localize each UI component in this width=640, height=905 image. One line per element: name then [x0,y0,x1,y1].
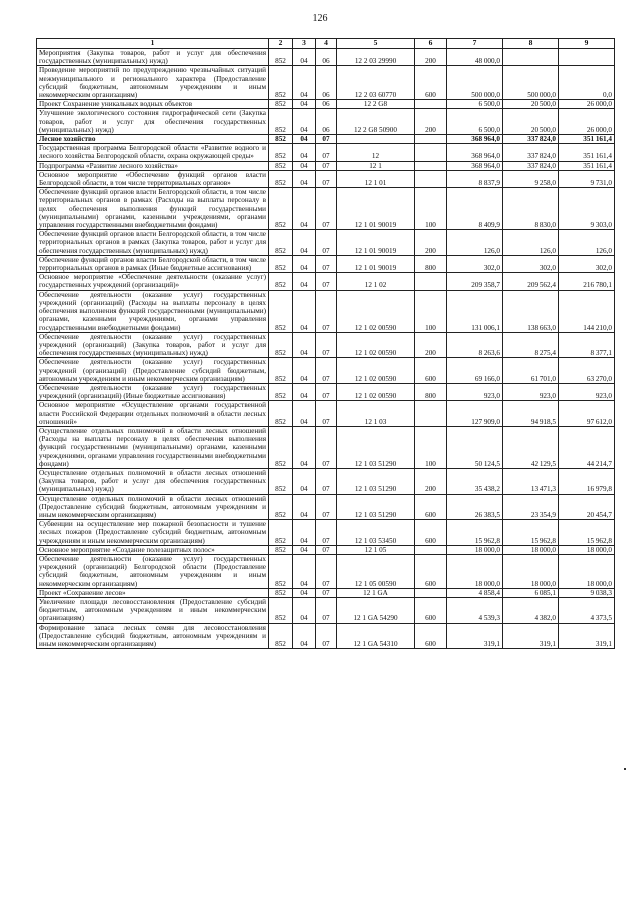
amount-year-1: 923,0 [447,383,503,400]
amount-year-1: 35 438,2 [447,468,503,494]
code-expense-type: 600 [415,554,447,588]
table-row [37,230,615,256]
code-section: 04 [293,588,316,597]
code-section: 04 [293,358,316,384]
code-subsection: 07 [316,383,337,400]
amount-year-1: 368 964,0 [447,144,503,161]
code-subsection: 07 [316,623,337,649]
code-admin: 852 [269,161,293,170]
amount-year-3: 9 731,0 [559,170,615,187]
code-subsection: 07 [316,332,337,358]
code-target: 12 1 GA [337,588,415,597]
code-target: 12 1 03 53450 [337,520,415,546]
code-section: 04 [293,401,316,427]
amount-year-2: 8 275,4 [503,332,559,358]
header-cell: 2 [269,39,293,49]
amount-year-3: 302,0 [559,255,615,272]
row-name: Обеспечение деятельности (оказание услуг) государственных учреждений (организаций) (Иные бюджетные ассигнования) [37,383,269,400]
amount-year-2: 302,0 [503,255,559,272]
code-admin: 852 [269,273,293,290]
code-subsection: 07 [316,401,337,427]
amount-year-2: 500 000,0 [503,66,559,100]
code-expense-type: 200 [415,109,447,135]
code-admin: 852 [269,545,293,554]
code-section: 04 [293,332,316,358]
amount-year-2: 9 258,0 [503,170,559,187]
amount-year-3: 63 270,0 [559,358,615,384]
amount-year-1: 18 000,0 [447,545,503,554]
amount-year-1: 6 500,0 [447,109,503,135]
amount-year-2: 319,1 [503,623,559,649]
amount-year-3: 26 000,0 [559,109,615,135]
table-row [37,66,615,100]
code-admin: 852 [269,144,293,161]
table-row [37,49,615,66]
table-row [37,588,615,597]
header-cell: 9 [559,39,615,49]
code-subsection: 07 [316,144,337,161]
code-admin: 852 [269,520,293,546]
code-expense-type: 100 [415,290,447,332]
code-target: 12 1 01 [337,170,415,187]
amount-year-1: 8 263,6 [447,332,503,358]
code-subsection: 07 [316,170,337,187]
amount-year-1: 18 000,0 [447,554,503,588]
amount-year-1: 6 500,0 [447,100,503,109]
code-admin: 852 [269,623,293,649]
table-row [37,623,615,649]
amount-year-1: 127 909,0 [447,401,503,427]
code-section: 04 [293,290,316,332]
code-expense-type [415,170,447,187]
code-target [337,135,415,144]
header-cell: 7 [447,39,503,49]
code-section: 04 [293,188,316,230]
code-subsection: 06 [316,100,337,109]
amount-year-2: 138 663,0 [503,290,559,332]
amount-year-3: 16 979,8 [559,468,615,494]
code-section: 04 [293,383,316,400]
code-admin: 852 [269,66,293,100]
amount-year-1: 15 962,8 [447,520,503,546]
code-subsection: 07 [316,230,337,256]
table-row [37,554,615,588]
amount-year-1: 368 964,0 [447,161,503,170]
code-admin: 852 [269,588,293,597]
table-row [37,161,615,170]
table-row [37,273,615,290]
amount-year-1: 302,0 [447,255,503,272]
code-admin: 852 [269,468,293,494]
code-target: 12 1 02 00590 [337,383,415,400]
amount-year-1: 8 837,9 [447,170,503,187]
amount-year-1: 8 409,9 [447,188,503,230]
code-admin: 852 [269,332,293,358]
code-subsection: 07 [316,426,337,468]
code-section: 04 [293,135,316,144]
header-cell: 5 [337,39,415,49]
amount-year-1: 500 000,0 [447,66,503,100]
table-row [37,135,615,144]
code-target: 12 2 G8 [337,100,415,109]
code-section: 04 [293,554,316,588]
amount-year-3: 18 000,0 [559,545,615,554]
code-subsection: 07 [316,290,337,332]
code-section: 04 [293,494,316,520]
row-name: Обеспечение функций органов власти Белгородской области, в том числе территориальных органов в рамках (Расходы на выплаты персоналу в целях обеспечения выполнения функций государственными (муниципальными) органами, казенными учреждениями, органами управления государственными внебюджетными фондами) [37,188,269,230]
code-subsection: 07 [316,494,337,520]
code-section: 04 [293,170,316,187]
code-section: 04 [293,100,316,109]
table-row [37,598,615,624]
code-section: 04 [293,520,316,546]
code-target: 12 [337,144,415,161]
code-admin: 852 [269,49,293,66]
amount-year-2: 923,0 [503,383,559,400]
table-row [37,383,615,400]
code-target: 12 1 02 00590 [337,332,415,358]
code-admin: 852 [269,401,293,427]
code-section: 04 [293,109,316,135]
amount-year-3 [559,49,615,66]
amount-year-3: 923,0 [559,383,615,400]
code-expense-type [415,545,447,554]
amount-year-3: 44 214,7 [559,426,615,468]
amount-year-1: 131 006,1 [447,290,503,332]
code-section: 04 [293,273,316,290]
table-row [37,426,615,468]
code-admin: 852 [269,170,293,187]
table-row [37,468,615,494]
table-row [37,170,615,187]
amount-year-3: 0,0 [559,66,615,100]
table-row [37,494,615,520]
amount-year-2: 8 830,0 [503,188,559,230]
page-number: 126 [312,13,328,24]
code-target: 12 1 01 90019 [337,255,415,272]
amount-year-2: 18 000,0 [503,545,559,554]
amount-year-3: 9 303,0 [559,188,615,230]
scan-mark [624,768,626,770]
table-row [37,290,615,332]
code-target: 12 1 01 90019 [337,188,415,230]
code-section: 04 [293,468,316,494]
code-expense-type [415,135,447,144]
code-subsection: 07 [316,545,337,554]
code-admin: 852 [269,230,293,256]
code-expense-type: 600 [415,520,447,546]
code-target: 12 1 02 00590 [337,290,415,332]
amount-year-1: 368 964,0 [447,135,503,144]
table-row [37,520,615,546]
code-admin: 852 [269,255,293,272]
code-expense-type: 600 [415,358,447,384]
row-name: Обеспечение деятельности (оказание услуг) государственных учреждений (организаций) (Расходы на выплаты персоналу в целях обеспечения выполнения функций государственными (муниципальными) органами, казенными учреждениями, органами управления государственными внебюджетными фондами) [37,290,269,332]
amount-year-1: 4 858,4 [447,588,503,597]
amount-year-2: 20 500,0 [503,100,559,109]
amount-year-2 [503,49,559,66]
amount-year-1: 319,1 [447,623,503,649]
code-expense-type: 200 [415,230,447,256]
amount-year-3: 319,1 [559,623,615,649]
code-subsection: 07 [316,188,337,230]
code-section: 04 [293,598,316,624]
code-admin: 852 [269,188,293,230]
row-name: Лесное хозяйство [37,135,269,144]
table-body [37,49,615,649]
amount-year-2: 18 000,0 [503,554,559,588]
code-subsection: 06 [316,49,337,66]
amount-year-2: 337 824,0 [503,135,559,144]
code-expense-type: 600 [415,598,447,624]
amount-year-2: 23 354,9 [503,494,559,520]
code-expense-type [415,100,447,109]
table-row [37,109,615,135]
code-section: 04 [293,66,316,100]
amount-year-2: 61 701,0 [503,358,559,384]
table-row [37,100,615,109]
code-subsection: 06 [316,66,337,100]
header-row [37,39,615,49]
amount-year-2: 6 085,1 [503,588,559,597]
row-name: Субвенции на осуществление мер пожарной безопасности и тушение лесных пожаров (Предоставление субсидий бюджетным, автономным учреждениям и иным некоммерческим организациям) [37,520,269,546]
code-target: 12 1 03 51290 [337,468,415,494]
code-subsection: 07 [316,135,337,144]
row-name: Основное мероприятие «Обеспечение функций органов власти Белгородской области, в том числе территориальных органов» [37,170,269,187]
code-expense-type [415,161,447,170]
amount-year-3: 351 161,4 [559,144,615,161]
code-section: 04 [293,255,316,272]
budget-table [36,38,615,649]
row-name: Осуществление отдельных полномочий в области лесных отношений (Закупка товаров, работ и услуг для обеспечения государственных (муниципальных) нужд) [37,468,269,494]
row-name: Проект Сохранение уникальных водных объектов [37,100,269,109]
code-expense-type [415,401,447,427]
code-section: 04 [293,161,316,170]
row-name: Проект «Сохранение лесов» [37,588,269,597]
code-admin: 852 [269,383,293,400]
code-expense-type: 200 [415,49,447,66]
code-section: 04 [293,144,316,161]
code-target: 12 2 03 60770 [337,66,415,100]
row-name: Обеспечение деятельности (оказание услуг) государственных учреждений (организаций) Белгородской области (Предоставление субсидий бюджетным, автономным учреждениям и иным некоммерческим организациям) [37,554,269,588]
row-name: Основное мероприятие «Обеспечение деятельности (оказание услуг) государственных учреждений (организаций)» [37,273,269,290]
amount-year-1: 26 383,5 [447,494,503,520]
table-row [37,545,615,554]
header-cell: 4 [316,39,337,49]
amount-year-1: 126,0 [447,230,503,256]
code-admin: 852 [269,135,293,144]
row-name: Основное мероприятие «Осуществление органами государственной власти Российской Федерации отдельных полномочий в области лесных отношений» [37,401,269,427]
code-admin: 852 [269,554,293,588]
table-row [37,358,615,384]
code-target: 12 1 02 [337,273,415,290]
row-name: Проведение мероприятий по предупреждению чрезвычайных ситуаций межмуниципального и регионального характера (Предоставление субсидий бюджетным, автономным учреждениям и иным некоммерческим организациям) [37,66,269,100]
code-expense-type: 200 [415,468,447,494]
amount-year-2: 42 129,5 [503,426,559,468]
row-name: Обеспечение функций органов власти Белгородской области, в том числе территориальных органов в рамках (Иные бюджетные ассигнования) [37,255,269,272]
amount-year-3: 26 000,0 [559,100,615,109]
code-expense-type [415,273,447,290]
code-expense-type: 600 [415,623,447,649]
code-expense-type: 800 [415,255,447,272]
code-expense-type: 100 [415,426,447,468]
header-cell: 6 [415,39,447,49]
header-cell: 1 [37,39,269,49]
code-expense-type: 600 [415,494,447,520]
row-name: Улучшение экологического состояния гидрографической сети (Закупка товаров, работ и услуг для обеспечения государственных (муниципальных) нужд) [37,109,269,135]
code-subsection: 07 [316,273,337,290]
code-target: 12 1 03 51290 [337,494,415,520]
code-admin: 852 [269,598,293,624]
code-target: 12 1 02 00590 [337,358,415,384]
amount-year-3: 216 780,1 [559,273,615,290]
code-target: 12 1 GA 54310 [337,623,415,649]
amount-year-3: 126,0 [559,230,615,256]
code-subsection: 07 [316,468,337,494]
table-row [37,401,615,427]
code-admin: 852 [269,426,293,468]
table-row [37,255,615,272]
amount-year-2: 4 382,0 [503,598,559,624]
amount-year-1: 50 124,5 [447,426,503,468]
amount-year-2: 20 500,0 [503,109,559,135]
amount-year-2: 337 824,0 [503,161,559,170]
row-name: Мероприятия (Закупка товаров, работ и услуг для обеспечения государственных (муниципальных) нужд) [37,49,269,66]
code-section: 04 [293,230,316,256]
row-name: Осуществление отдельных полномочий в области лесных отношений (Предоставление субсидий бюджетным, автономным учреждениям и иным некоммерческим организациям) [37,494,269,520]
header-cell: 8 [503,39,559,49]
amount-year-1: 48 000,0 [447,49,503,66]
code-target: 12 1 05 [337,545,415,554]
amount-year-2: 209 562,4 [503,273,559,290]
amount-year-1: 209 358,7 [447,273,503,290]
table-row [37,332,615,358]
code-admin: 852 [269,494,293,520]
amount-year-3: 351 161,4 [559,135,615,144]
code-admin: 852 [269,100,293,109]
code-subsection: 07 [316,554,337,588]
amount-year-1: 4 539,3 [447,598,503,624]
code-expense-type: 100 [415,188,447,230]
row-name: Подпрограмма «Развитие лесного хозяйства» [37,161,269,170]
code-subsection: 06 [316,109,337,135]
code-admin: 852 [269,109,293,135]
code-expense-type [415,588,447,597]
row-name: Увеличение площади лесовосстановления (Предоставление субсидий бюджетным, автономным учреждениям и иным некоммерческим организациям) [37,598,269,624]
code-section: 04 [293,49,316,66]
row-name: Обеспечение деятельности (оказание услуг) государственных учреждений (организаций) (Закупка товаров, работ и услуг для обеспечения государственных (муниципальных) нужд) [37,332,269,358]
row-name: Формирование запаса лесных семян для лесовосстановления (Предоставление субсидий бюджетным, автономным учреждениям и иным некоммерческим организациям) [37,623,269,649]
code-expense-type: 200 [415,332,447,358]
code-target: 12 2 03 29990 [337,49,415,66]
code-target: 12 1 03 51290 [337,426,415,468]
code-subsection: 07 [316,161,337,170]
row-name: Обеспечение деятельности (оказание услуг) государственных учреждений (организаций) (Предоставление субсидий бюджетным, автономным учреждениям и иным некоммерческим организациям) [37,358,269,384]
code-target: 12 1 [337,161,415,170]
amount-year-2: 337 824,0 [503,144,559,161]
amount-year-2: 15 962,8 [503,520,559,546]
row-name: Основное мероприятие «Создание полезащитных полос» [37,545,269,554]
code-target: 12 1 01 90019 [337,230,415,256]
amount-year-3: 15 962,8 [559,520,615,546]
code-subsection: 07 [316,598,337,624]
code-expense-type: 600 [415,66,447,100]
code-subsection: 07 [316,520,337,546]
code-target: 12 2 G8 50900 [337,109,415,135]
code-subsection: 07 [316,358,337,384]
code-expense-type: 800 [415,383,447,400]
code-subsection: 07 [316,588,337,597]
amount-year-3: 351 161,4 [559,161,615,170]
code-admin: 852 [269,290,293,332]
header-cell: 3 [293,39,316,49]
row-name: Осуществление отдельных полномочий в области лесных отношений (Расходы на выплаты персоналу в целях обеспечения выполнения функций государственными (муниципальными) органами, казенными учреждениями, органами управления государственными внебюджетными фондами) [37,426,269,468]
amount-year-2: 94 918,5 [503,401,559,427]
amount-year-3: 4 373,5 [559,598,615,624]
row-name: Обеспечение функций органов власти Белгородской области, в том числе территориальных органов в рамках (Закупка товаров, работ и услуг для обеспечения государственных (муниципальных) нужд) [37,230,269,256]
amount-year-2: 13 471,3 [503,468,559,494]
amount-year-3: 8 377,1 [559,332,615,358]
amount-year-3: 97 612,0 [559,401,615,427]
code-admin: 852 [269,358,293,384]
code-target: 12 1 GA 54290 [337,598,415,624]
code-section: 04 [293,545,316,554]
code-expense-type [415,144,447,161]
code-section: 04 [293,623,316,649]
amount-year-3: 18 000,0 [559,554,615,588]
code-subsection: 07 [316,255,337,272]
code-section: 04 [293,426,316,468]
amount-year-2: 126,0 [503,230,559,256]
amount-year-3: 9 038,3 [559,588,615,597]
table-row [37,188,615,230]
amount-year-3: 20 454,7 [559,494,615,520]
amount-year-1: 69 166,0 [447,358,503,384]
code-target: 12 1 03 [337,401,415,427]
table-row [37,144,615,161]
row-name: Государственная программа Белгородской области «Развитие водного и лесного хозяйства Белгородской области, охрана окружающей среды» [37,144,269,161]
amount-year-3: 144 210,0 [559,290,615,332]
code-target: 12 1 05 00590 [337,554,415,588]
